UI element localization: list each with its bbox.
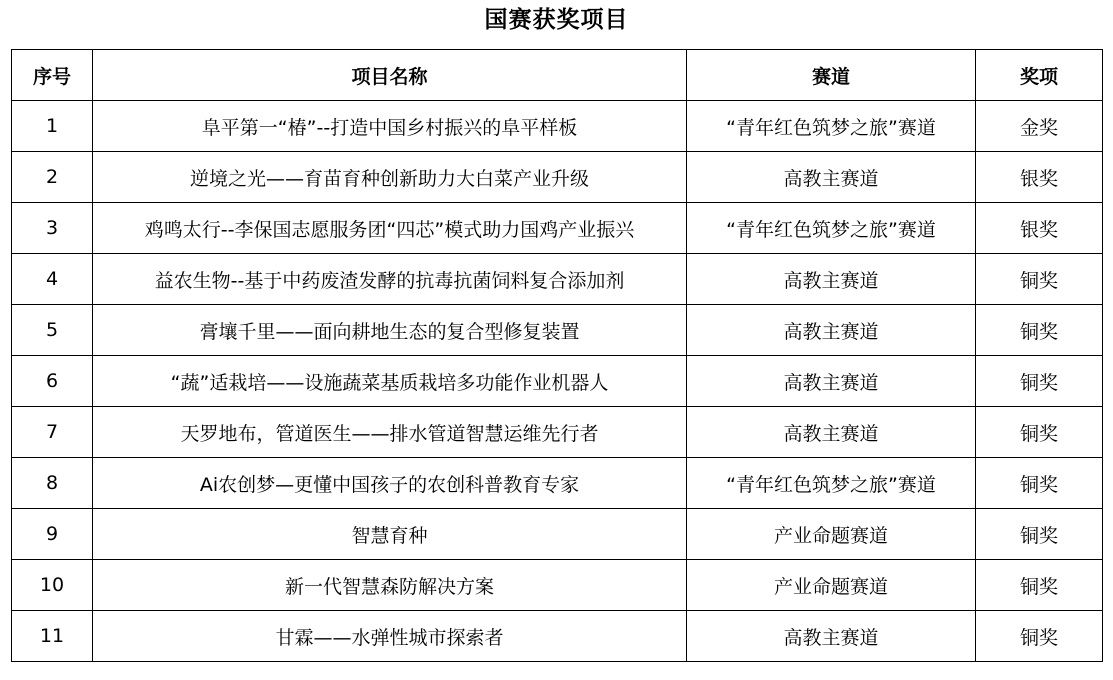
cell-track: 高教主赛道 <box>687 356 976 407</box>
table-row <box>12 509 1103 560</box>
cell-no: 1 <box>12 101 93 152</box>
table-row <box>12 356 1103 407</box>
table-row <box>12 611 1103 662</box>
cell-award: 铜奖 <box>976 407 1103 458</box>
cell-award: 铜奖 <box>976 458 1103 509</box>
table-row <box>12 254 1103 305</box>
cell-no: 10 <box>12 560 93 611</box>
table-row <box>12 458 1103 509</box>
cell-track: 高教主赛道 <box>687 152 976 203</box>
cell-track: “青年红色筑梦之旅”赛道 <box>687 458 976 509</box>
cell-name: 天罗地布，管道医生——排水管道智慧运维先行者 <box>93 407 687 458</box>
table-row <box>12 152 1103 203</box>
cell-name: Ai农创梦—更懂中国孩子的农创科普教育专家 <box>93 458 687 509</box>
cell-award: 铜奖 <box>976 560 1103 611</box>
header-award: 奖项 <box>976 50 1103 101</box>
cell-name: 阜平第一“椿”--打造中国乡村振兴的阜平样板 <box>93 101 687 152</box>
cell-name: “蔬”适栽培——设施蔬菜基质栽培多功能作业机器人 <box>93 356 687 407</box>
table-row <box>12 407 1103 458</box>
table-row <box>12 560 1103 611</box>
cell-no: 3 <box>12 203 93 254</box>
cell-name: 逆境之光——育苗育种创新助力大白菜产业升级 <box>93 152 687 203</box>
header-name: 项目名称 <box>93 50 687 101</box>
table-row <box>12 305 1103 356</box>
cell-name: 膏壤千里——面向耕地生态的复合型修复装置 <box>93 305 687 356</box>
table-row <box>12 203 1103 254</box>
cell-award: 铜奖 <box>976 509 1103 560</box>
cell-track: 产业命题赛道 <box>687 560 976 611</box>
awards-table <box>11 49 1103 662</box>
table-header-row <box>12 50 1103 101</box>
cell-track: “青年红色筑梦之旅”赛道 <box>687 101 976 152</box>
header-track: 赛道 <box>687 50 976 101</box>
cell-award: 铜奖 <box>976 356 1103 407</box>
cell-no: 11 <box>12 611 93 662</box>
cell-no: 2 <box>12 152 93 203</box>
cell-name: 益农生物--基于中药废渣发酵的抗毒抗菌饲料复合添加剂 <box>93 254 687 305</box>
cell-name: 新一代智慧森防解决方案 <box>93 560 687 611</box>
cell-name: 智慧育种 <box>93 509 687 560</box>
cell-name: 甘霖——水弹性城市探索者 <box>93 611 687 662</box>
cell-track: 高教主赛道 <box>687 305 976 356</box>
cell-award: 铜奖 <box>976 305 1103 356</box>
cell-award: 铜奖 <box>976 611 1103 662</box>
cell-track: 高教主赛道 <box>687 254 976 305</box>
cell-no: 8 <box>12 458 93 509</box>
cell-track: “青年红色筑梦之旅”赛道 <box>687 203 976 254</box>
cell-track: 高教主赛道 <box>687 407 976 458</box>
cell-no: 5 <box>12 305 93 356</box>
header-no: 序号 <box>12 50 93 101</box>
cell-track: 高教主赛道 <box>687 611 976 662</box>
cell-track: 产业命题赛道 <box>687 509 976 560</box>
cell-award: 银奖 <box>976 152 1103 203</box>
page-title: 国赛获奖项目 <box>484 6 629 33</box>
cell-award: 银奖 <box>976 203 1103 254</box>
cell-award: 铜奖 <box>976 254 1103 305</box>
cell-name: 鸡鸣太行--李保国志愿服务团“四芯”模式助力国鸡产业振兴 <box>93 203 687 254</box>
cell-award: 金奖 <box>976 101 1103 152</box>
cell-no: 4 <box>12 254 93 305</box>
cell-no: 6 <box>12 356 93 407</box>
cell-no: 7 <box>12 407 93 458</box>
table-row <box>12 101 1103 152</box>
cell-no: 9 <box>12 509 93 560</box>
